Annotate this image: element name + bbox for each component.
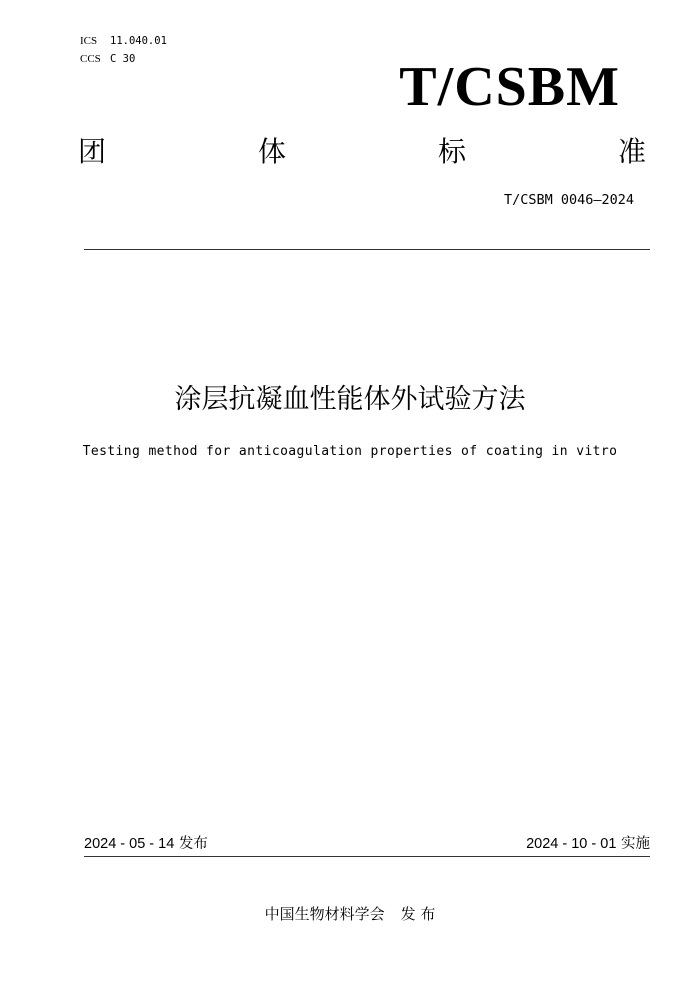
issue-date xyxy=(84,834,208,854)
issue-date-value: 2024 - 05 - 14 xyxy=(84,836,175,852)
publisher xyxy=(0,903,700,925)
publisher-name: 中国生物材料学会 xyxy=(264,905,385,923)
standard-kind-char: 体 xyxy=(257,135,286,168)
footer-divider xyxy=(84,856,650,857)
publish-label: 发 布 xyxy=(400,905,436,923)
standard-kind-char: 团 xyxy=(78,135,107,168)
implementation-date-value: 2024 - 10 - 01 xyxy=(526,836,617,852)
organization-logo: T/CSBM xyxy=(399,56,620,118)
standard-kind xyxy=(78,134,646,170)
implementation-date xyxy=(526,834,650,854)
ccs-code xyxy=(80,52,135,66)
document-title-zh: 涂层抗凝血性能体外试验方法 xyxy=(174,384,526,415)
standard-number: T/CSBM 0046—2024 xyxy=(503,192,634,208)
standard-kind-char: 标 xyxy=(437,135,466,168)
ccs-label: CCS xyxy=(80,53,101,65)
document-title-en: Testing method for anticoagulation properties of coating in vitro xyxy=(82,444,618,459)
ccs-value: C 30 xyxy=(110,53,136,65)
implementation-date-label: 实施 xyxy=(621,836,650,852)
header-divider xyxy=(84,249,650,250)
ics-value: 11.040.01 xyxy=(110,35,167,47)
ics-code xyxy=(80,34,167,48)
issue-date-label: 发布 xyxy=(178,836,208,852)
ics-label: ICS xyxy=(80,35,98,47)
standard-kind-char: 准 xyxy=(617,135,646,168)
